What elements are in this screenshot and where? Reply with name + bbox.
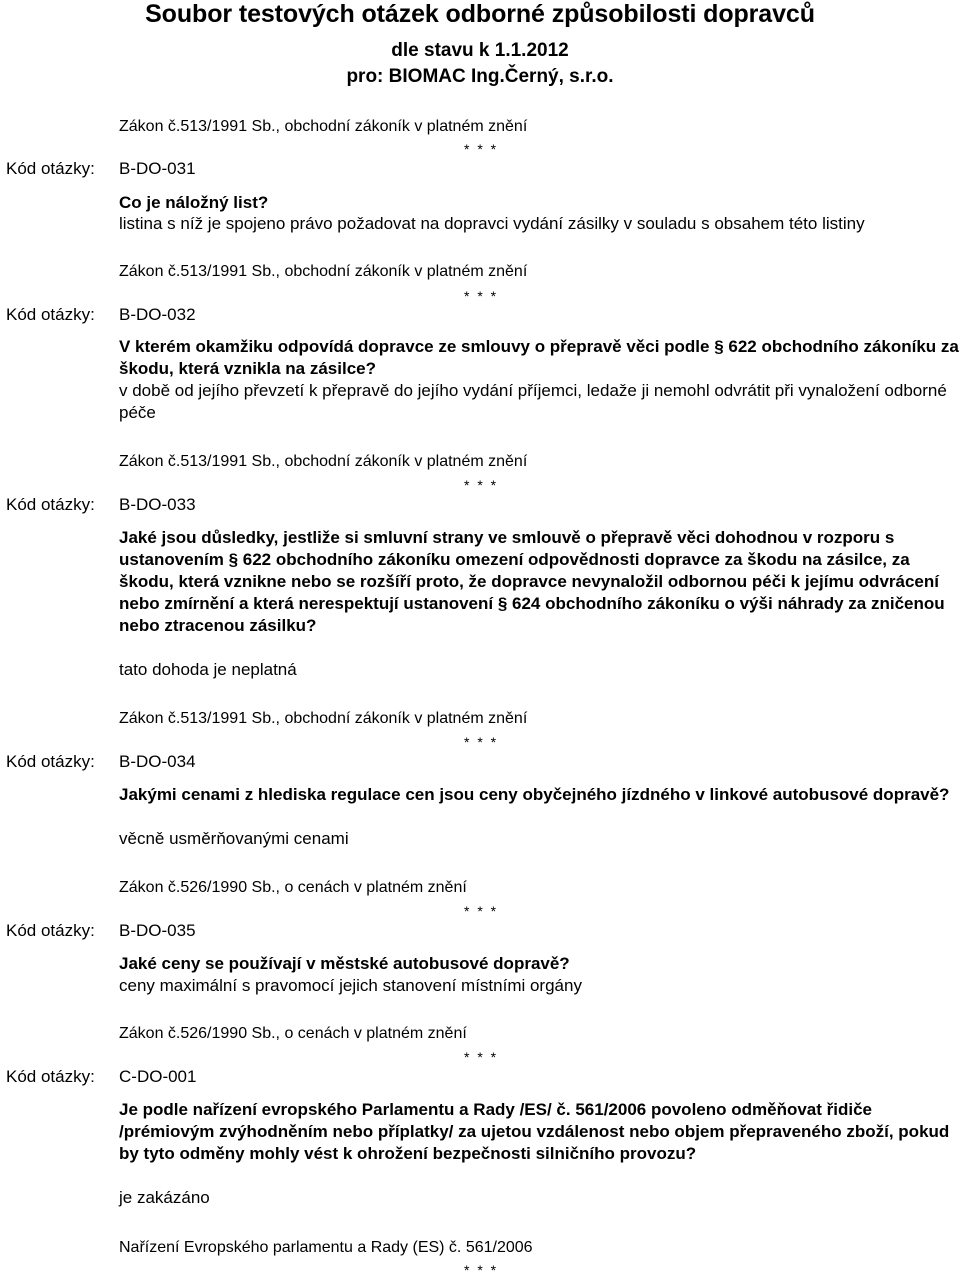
answer-text: věcně usměrňovanými cenami <box>119 829 349 848</box>
document-recipient: pro: BIOMAC Ing.Černý, s.r.o. <box>346 66 614 87</box>
question-text: Je podle nařízení evropského Parlamentu a Rady /ES/ č. 561/2006 povoleno odměňovat řidiče /prémiovým zvýhodněním nebo příplatky/ za ujetou vzdálenost nebo objem přepraveného zboží, pokud by tyto odměny mohly vést k ohrožení bezpečnosti silničního provozu? <box>119 1100 950 1163</box>
law-reference: Zákon č.526/1990 Sb., o cenách v platném znění <box>119 1025 467 1042</box>
question-code: B-DO-035 <box>119 921 196 940</box>
question-text: Jakými cenami z hlediska regulace cen jsou ceny obyčejného jízdného v linkové autobusové dopravě? <box>119 785 950 804</box>
separator: * * * <box>464 141 499 157</box>
question-code: B-DO-031 <box>119 159 196 178</box>
question-code-label: Kód otázky: <box>6 305 95 324</box>
answer-text: v době od jejího převzetí k přepravě do jejího vydání příjemci, ledaže ji nemohl odvrátit při vynaložení odborné péče <box>119 381 947 422</box>
law-reference: Zákon č.513/1991 Sb., obchodní zákoník v platném znění <box>119 710 528 727</box>
answer-text: listina s níž je spojeno právo požadovat na dopravci vydání zásilky v souladu s obsahem této listiny <box>119 214 865 233</box>
question-text: Jaké jsou důsledky, jestliže si smluvní strany ve smlouvě o přepravě věci dohodnou v rozporu s ustanovením § 622 obchodního zákoníku omezení odpovědnosti dopravce za škodu na zásilce, za škodu, která vznikne nebo se rozšíří proto, že dopravce nevynaložil odbornou péči k jejímu odvrácení nebo zmírnění a která nerespektují ustanovení § 624 obchodního zákoníku o výši náhrady za zničenou nebo ztracenou zásilku? <box>119 528 945 635</box>
law-reference: Zákon č.526/1990 Sb., o cenách v platném znění <box>119 879 467 896</box>
law-reference: Zákon č.513/1991 Sb., obchodní zákoník v platném znění <box>119 263 528 280</box>
question-code: C-DO-001 <box>119 1067 197 1086</box>
question-code: B-DO-032 <box>119 305 196 324</box>
question-code: B-DO-034 <box>119 752 196 771</box>
separator: * * * <box>464 1049 499 1065</box>
question-code-label: Kód otázky: <box>6 921 95 940</box>
answer-text: ceny maximální s pravomocí jejich stanovení místními orgány <box>119 976 582 995</box>
document-status-date: dle stavu k 1.1.2012 <box>391 40 569 61</box>
question-text: Jaké ceny se používají v městské autobusové dopravě? <box>119 954 570 973</box>
question-code: B-DO-033 <box>119 495 196 514</box>
question-code-label: Kód otázky: <box>6 1067 95 1086</box>
question-code-label: Kód otázky: <box>6 752 95 771</box>
law-reference: Zákon č.513/1991 Sb., obchodní zákoník v platném znění <box>119 453 528 470</box>
answer-text: tato dohoda je neplatná <box>119 660 297 679</box>
separator: * * * <box>464 734 499 750</box>
question-text: Co je náložný list? <box>119 193 269 212</box>
separator: * * * <box>464 288 499 304</box>
law-reference: Zákon č.513/1991 Sb., obchodní zákoník v platném znění <box>119 118 528 135</box>
law-reference: Nařízení Evropského parlamentu a Rady (ES) č. 561/2006 <box>119 1239 533 1256</box>
question-text: V kterém okamžiku odpovídá dopravce ze smlouvy o přepravě věci podle § 622 obchodního zákoníku za škodu, která vznikla na zásilce? <box>119 337 959 378</box>
separator: * * * <box>464 477 499 493</box>
answer-text: je zakázáno <box>119 1188 210 1207</box>
separator: * * * <box>464 903 499 919</box>
question-code-label: Kód otázky: <box>6 159 95 178</box>
separator: * * * <box>464 1262 499 1278</box>
question-code-label: Kód otázky: <box>6 495 95 514</box>
document-title: Soubor testových otázek odborné způsobilosti dopravců <box>145 0 815 28</box>
